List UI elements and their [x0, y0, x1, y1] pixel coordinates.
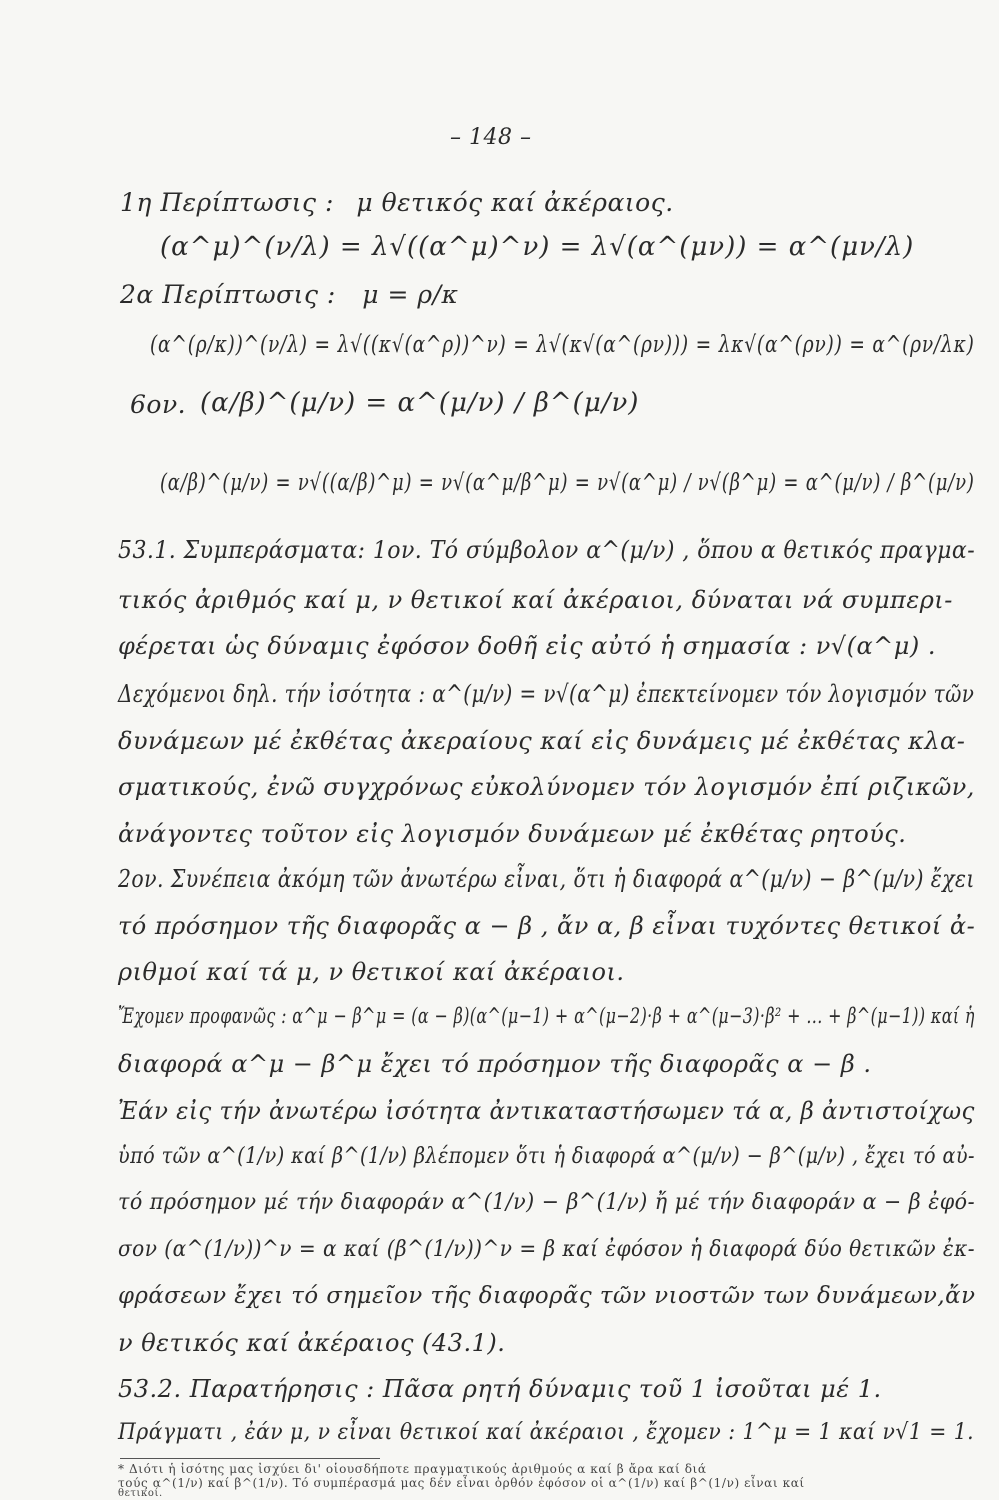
case1-condition: μ θετικός καί ἀκέραιος. [356, 188, 674, 217]
case2-heading [120, 280, 458, 309]
s531-line-12: διαφορά α^μ − β^μ ἔχει τό πρόσημον τῆς διαφορᾶς α − β . [118, 1050, 872, 1078]
case1-heading [120, 188, 674, 217]
case1-formula: (α^μ)^(ν/λ) = λ√((α^μ)^ν) = λ√(α^(μν)) = α^(μν/λ) [160, 232, 915, 262]
case2-condition: μ = ρ/κ [362, 280, 459, 309]
s531-line-8: 2ον. Συνέπεια ἀκόμη τῶν ἀνωτέρω εἶναι, ὅτι ἡ διαφορά α^(μ/ν) − β^(μ/ν) ἔχει [118, 865, 975, 893]
s531-line-17: φράσεων ἔχει τό σημεῖον τῆς διαφορᾶς τῶν νιοστῶν των δυνάμεων,ἄν [118, 1283, 976, 1309]
case6-heading: 6ον. [130, 390, 187, 419]
s531-line-13: Ἐάν εἰς τήν ἀνωτέρω ἰσότητα ἀντικαταστήσωμεν τά α, β ἀντιστοίχως [118, 1097, 975, 1125]
case2-title: 2α Περίπτωσις : [120, 280, 336, 309]
footnote-line-2: τούς α^(1/ν) καί β^(1/ν). Τό συμπέρασμά μας δέν εἶναι ὀρθόν ἐφόσον οἱ α^(1/ν) καί β^(1/ν) εἶναι καί [118, 1476, 805, 1490]
case2-formula: (α^(ρ/κ))^(ν/λ) = λ√((κ√(α^ρ))^ν) = λ√(κ√(α^(ρν))) = λκ√(α^(ρν)) = α^(ρν/λκ) [150, 332, 975, 358]
footnote-rule [120, 1458, 380, 1459]
case6-formula-a: (α/β)^(μ/ν) = α^(μ/ν) / β^(μ/ν) [200, 388, 640, 418]
s532-line-2: Πράγματι , ἐάν μ, ν εἶναι θετικοί καί ἀκέραιοι , ἔχομεν : 1^μ = 1 καί ν√1 = 1. [118, 1420, 975, 1445]
s531-line-10: ριθμοί καί τά μ, ν θετικοί καί ἀκέραιοι. [118, 958, 625, 986]
s531-line-2: τικός ἀριθμός καί μ, ν θετικοί καί ἀκέραιοι, δύναται νά συμπερι- [118, 586, 953, 614]
s531-line-7: ἀνάγοντες τοῦτον εἰς λογισμόν δυνάμεων μέ ἐκθέτας ρητούς. [118, 820, 907, 848]
s531-line-3: φέρεται ὡς δύναμις ἐφόσον δοθῆ εἰς αὐτό ἡ σημασία : ν√(α^μ) . [118, 632, 936, 660]
s531-line-1: 53.1. Συμπεράσματα: 1ον. Τό σύμβολον α^(μ/ν) , ὅπου α θετικός πραγμα- [118, 536, 976, 564]
s531-line-11: Ἔχομεν προφανῶς : α^μ − β^μ = (α − β)(α^(μ−1) + α^(μ−2)·β + α^(μ−3)·β² + ... + β^(μ−1)) καί ἡ [118, 1004, 975, 1028]
s531-line-9: τό πρόσημον τῆς διαφορᾶς α − β , ἄν α, β εἶναι τυχόντες θετικοί ἀ- [118, 912, 976, 940]
s531-line-18: ν θετικός καί ἀκέραιος (43.1). [118, 1329, 506, 1357]
case1-title: 1η Περίπτωσις : [120, 188, 334, 217]
footnote-line-1: * Διότι ἡ ἰσότης μας ἰσχύει δι' οἱουσδήποτε πραγματικούς ἀριθμούς α καί β ἄρα καί διά [118, 1462, 707, 1476]
case6-formula-b: (α/β)^(μ/ν) = ν√((α/β)^μ) = ν√(α^μ/β^μ) = ν√(α^μ) / ν√(β^μ) = α^(μ/ν) / β^(μ/ν) [160, 470, 975, 496]
s531-line-5: δυνάμεων μέ ἐκθέτας ἀκεραίους καί εἰς δυνάμεις μέ ἐκθέτας κλα- [118, 727, 966, 755]
s531-line-14: ὑπό τῶν α^(1/ν) καί β^(1/ν) βλέπομεν ὅτι ἡ διαφορά α^(μ/ν) − β^(μ/ν) , ἔχει τό αὐ- [118, 1144, 975, 1169]
s532-line-1: 53.2. Παρατήρησις : Πᾶσα ρητή δύναμις τοῦ 1 ἰσοῦται μέ 1. [118, 1375, 882, 1403]
s531-line-6: σματικούς, ἐνῶ συγχρόνως εὐκολύνομεν τόν λογισμόν ἐπί ριζικῶν, [118, 773, 975, 801]
s531-line-4: Δεχόμενοι δηλ. τήν ἰσότητα : α^(μ/ν) = ν√(α^μ) ἐπεκτείνομεν τόν λογισμόν τῶν [118, 680, 975, 708]
s531-line-15: τό πρόσημον μέ τήν διαφοράν α^(1/ν) − β^(1/ν) ἤ μέ τήν διαφοράν α − β ἐφό- [118, 1190, 976, 1215]
page-number: – 148 – [450, 125, 532, 150]
footnote-line-3: θετικοί. [118, 1488, 163, 1499]
s531-line-16: σον (α^(1/ν))^ν = α καί (β^(1/ν))^ν = β καί ἐφόσον ἡ διαφορά δύο θετικῶν ἐκ- [118, 1237, 976, 1262]
